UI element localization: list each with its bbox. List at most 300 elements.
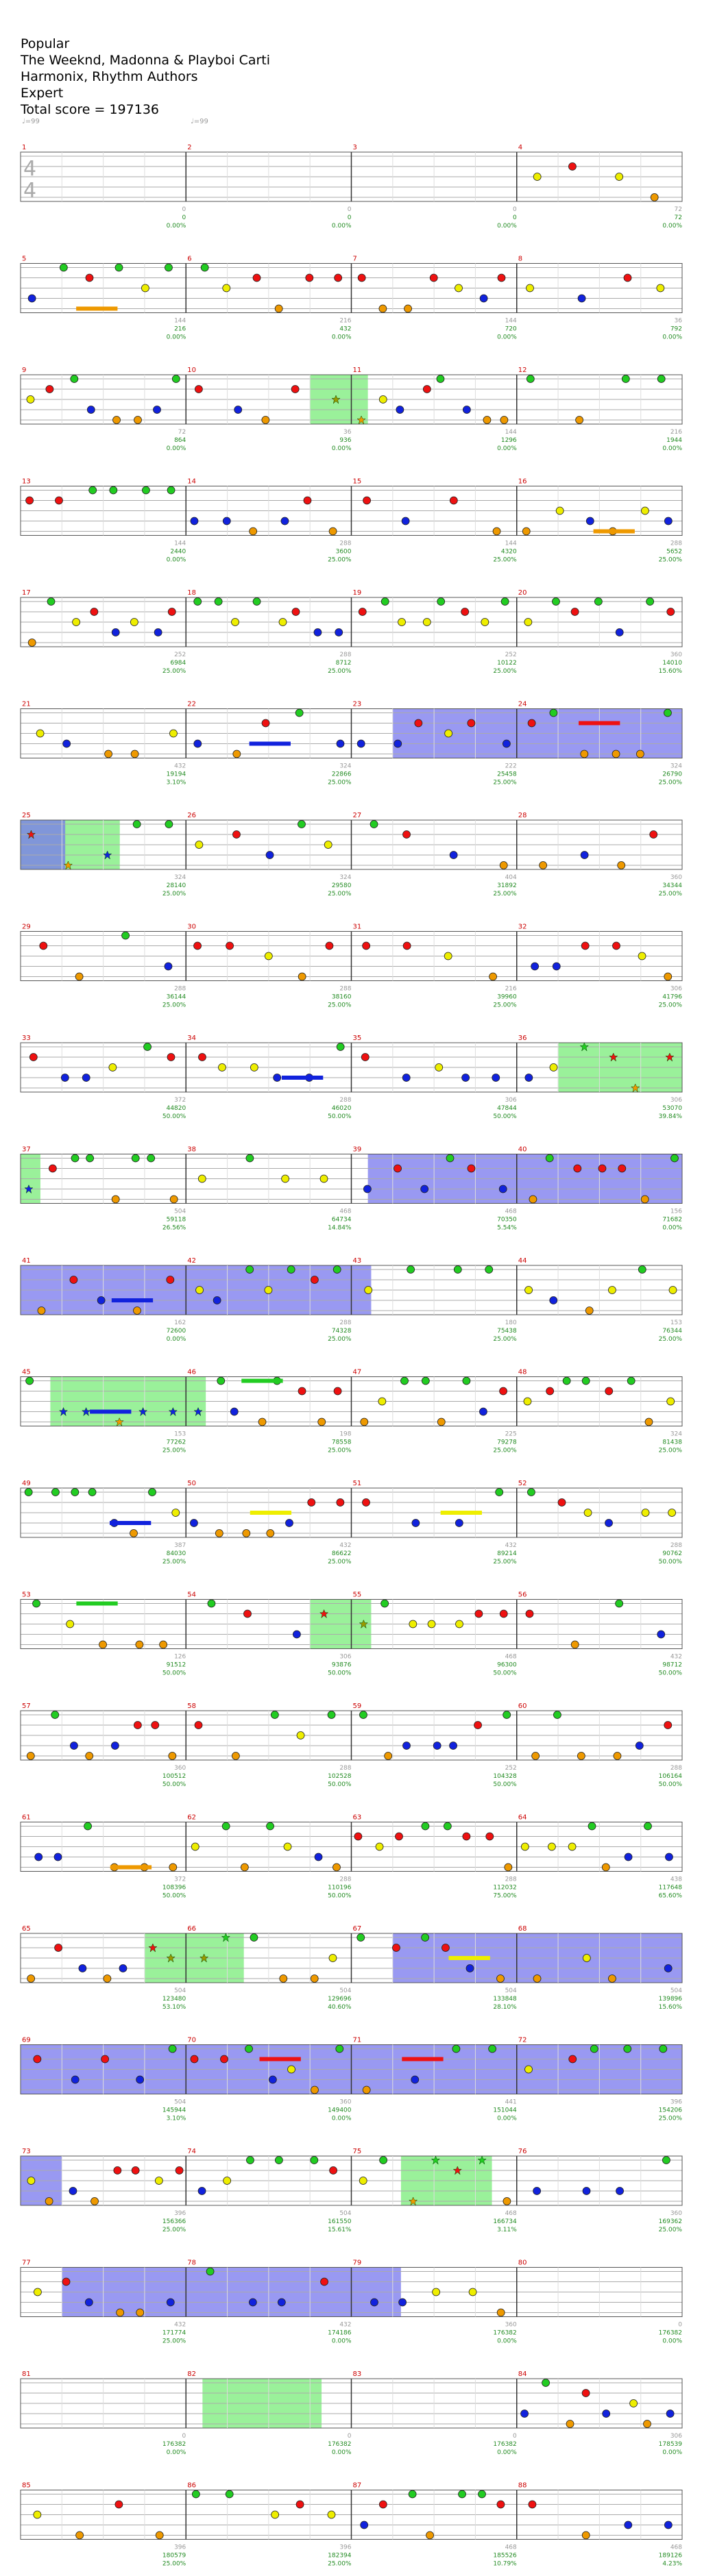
note-gem [563, 1377, 570, 1385]
note-gem [191, 517, 198, 525]
note-gem [194, 942, 202, 950]
note-gem [583, 1955, 590, 1962]
note-gem [291, 386, 299, 393]
measure-multiplier: 40.60% [328, 2004, 352, 2011]
note-gem [500, 1610, 507, 1618]
measure-ticks: 404 [505, 874, 517, 881]
note-gem [657, 1631, 665, 1638]
note-gem [422, 1377, 429, 1385]
note-gem [117, 2309, 124, 2316]
measure-ticks: 324 [174, 874, 186, 881]
note-gem [54, 1853, 62, 1861]
measure-score: 89214 [497, 1550, 517, 1557]
measure-ticks: 396 [670, 2098, 682, 2106]
measure-number: 70 [187, 2036, 196, 2044]
measure-score: 75438 [497, 1328, 517, 1335]
note-gem [152, 1722, 159, 1729]
note-gem [29, 1054, 37, 1061]
note-gem [616, 173, 623, 181]
note-gem [402, 517, 409, 525]
measure-score: 185526 [493, 2552, 517, 2560]
measure-number: 35 [352, 1035, 362, 1042]
note-gem [27, 396, 34, 404]
measure-number: 68 [518, 1925, 527, 1933]
measure-number: 24 [518, 700, 527, 708]
note-gem [361, 2521, 368, 2529]
sustain-bar [250, 1511, 291, 1515]
note-gem [540, 862, 547, 869]
sustain-bar [112, 1298, 153, 1302]
note-gem [642, 1509, 649, 1517]
note-gem [399, 2299, 407, 2306]
measure-score: 8712 [335, 660, 352, 667]
note-gem [446, 1154, 454, 1162]
note-gem [422, 1822, 429, 1830]
note-gem [25, 1489, 32, 1496]
note-gem [55, 497, 62, 504]
note-gem [550, 709, 557, 717]
note-gem [378, 1398, 386, 1405]
note-gem [33, 1600, 40, 1607]
measure-number: 12 [518, 367, 527, 374]
note-gem [266, 852, 274, 859]
note-gem [136, 2309, 144, 2316]
note-gem [84, 1822, 92, 1830]
note-gem [423, 619, 431, 626]
note-gem [526, 284, 533, 292]
note-gem [437, 598, 445, 606]
note-gem [26, 497, 34, 504]
note-gem [134, 1722, 141, 1729]
sustain-bar [110, 1866, 152, 1870]
note-gem [169, 1753, 176, 1760]
note-gem [489, 2045, 496, 2053]
note-gem [605, 1520, 613, 1527]
measure-number: 43 [352, 1257, 362, 1265]
note-gem [169, 2045, 176, 2053]
note-gem [385, 1753, 392, 1760]
tempo-marker: ♩=99 [22, 118, 40, 125]
note-gem [379, 305, 387, 312]
note-gem [213, 1297, 221, 1304]
measure-ticks: 288 [174, 985, 186, 993]
note-gem [298, 1387, 306, 1395]
measure-score: 936 [339, 437, 352, 444]
measure-score: 216 [174, 325, 186, 333]
measure-ticks: 162 [174, 1320, 186, 1326]
measure-score: 166734 [493, 2218, 517, 2225]
measure-multiplier: 25.00% [493, 556, 517, 564]
measure-score: 1296 [500, 437, 517, 444]
sustain-bar [282, 1076, 323, 1080]
note-gem [409, 1620, 417, 1628]
note-gem [169, 730, 177, 737]
measure-ticks: 225 [505, 1431, 517, 1438]
note-gem [328, 2511, 335, 2518]
note-gem [370, 2299, 378, 2306]
note-gem [522, 528, 530, 535]
measure-multiplier: 50.00% [328, 1892, 352, 1900]
note-gem [136, 2076, 144, 2083]
measure-number: 67 [352, 1925, 362, 1933]
note-gem [154, 629, 162, 636]
measure-number: 59 [352, 1702, 362, 1710]
note-gem [659, 2045, 667, 2053]
note-gem [638, 952, 646, 960]
note-gem [556, 507, 564, 515]
note-gem [160, 1641, 167, 1648]
note-gem [456, 1620, 463, 1628]
sustain-bar [449, 1956, 490, 1960]
note-gem [616, 629, 623, 636]
measure-number: 51 [352, 1480, 362, 1487]
measure-number: 66 [187, 1925, 196, 1933]
sustain-bar [579, 721, 620, 726]
measure-multiplier: 25.00% [658, 1447, 682, 1454]
note-gem [415, 719, 422, 727]
measure-multiplier: 15.61% [328, 2227, 352, 2233]
note-gem [433, 2288, 440, 2296]
measure-multiplier: 0.00% [166, 1336, 186, 1343]
time-signature-bottom: 4 [23, 179, 37, 203]
note-gem [194, 598, 202, 606]
note-gem [321, 2278, 328, 2286]
measure-number: 30 [187, 923, 196, 931]
note-gem [614, 1753, 621, 1760]
measure-score: 91512 [166, 1661, 186, 1669]
measure-number: 50 [187, 1480, 196, 1487]
note-gem [269, 2076, 276, 2083]
note-gem [603, 2410, 610, 2418]
measure-number: 8 [518, 255, 523, 263]
measure-number: 85 [22, 2481, 31, 2490]
measure-score: 145944 [162, 2107, 186, 2114]
measure-ticks: 324 [670, 1431, 682, 1438]
note-gem [662, 2157, 670, 2164]
note-gem [194, 740, 202, 747]
note-gem [217, 1377, 225, 1385]
measure-number: 21 [22, 700, 31, 708]
measure-number: 16 [518, 478, 527, 486]
measure-score: 78558 [331, 1439, 352, 1446]
note-gem [61, 1074, 69, 1082]
note-gem [76, 2531, 84, 2539]
measure-ticks: 0 [678, 2321, 682, 2329]
note-gem [503, 1711, 511, 1719]
measure-number: 62 [187, 1813, 196, 1822]
measure-score: 180579 [162, 2552, 186, 2560]
measure-number: 41 [22, 1257, 31, 1265]
measure-number: 39 [352, 1145, 362, 1154]
note-gem [396, 406, 404, 414]
measure-ticks: 387 [174, 1542, 186, 1549]
measure-score: 36144 [166, 993, 186, 1001]
note-gem [167, 1054, 175, 1061]
note-gem [395, 1833, 402, 1840]
note-gem [500, 1387, 507, 1395]
measure-number: 78 [187, 2259, 196, 2267]
note-gem [245, 2045, 253, 2053]
note-gem [437, 375, 444, 383]
note-gem [28, 295, 36, 302]
note-gem [667, 608, 675, 616]
measure-multiplier: 0.00% [662, 1224, 682, 1232]
note-gem [576, 417, 583, 424]
measure-number: 25 [22, 812, 31, 819]
note-gem [71, 1154, 79, 1162]
note-gem [156, 2531, 163, 2539]
note-gem [141, 284, 149, 292]
measure-multiplier: 50.00% [162, 1781, 186, 1788]
note-gem [195, 1722, 202, 1729]
note-gem [27, 1975, 35, 1983]
measure-ticks: 288 [670, 1542, 682, 1549]
note-gem [616, 1600, 623, 1607]
note-gem [308, 1499, 315, 1507]
note-gem [474, 1722, 482, 1729]
note-gem [664, 517, 672, 525]
note-gem [280, 1975, 287, 1983]
note-gem [215, 1530, 223, 1537]
measure-score: 161550 [328, 2218, 352, 2225]
measure-multiplier: 50.00% [493, 1670, 517, 1677]
note-gem [314, 629, 322, 636]
tempo-marker: ♩=99 [191, 118, 208, 125]
note-gem [71, 1489, 79, 1496]
note-gem [357, 1934, 365, 1942]
measure-number: 65 [22, 1925, 31, 1933]
note-gem [582, 2531, 590, 2539]
note-gem [195, 386, 202, 393]
measure-multiplier: 0.00% [331, 2449, 352, 2456]
measure-number: 29 [22, 923, 31, 931]
note-gem [546, 1154, 553, 1162]
note-gem [315, 1853, 322, 1861]
note-gem [258, 1418, 266, 1426]
note-gem [444, 952, 452, 960]
note-gem [109, 1064, 117, 1072]
note-gem [191, 1843, 199, 1850]
note-gem [88, 1489, 96, 1496]
note-gem [641, 507, 649, 515]
measure-number: 61 [22, 1813, 31, 1822]
note-gem [297, 1732, 304, 1739]
measure-multiplier: 25.00% [328, 1002, 352, 1009]
note-gem [136, 1641, 143, 1648]
note-gem [428, 1620, 435, 1628]
note-gem [195, 841, 203, 849]
note-gem [582, 1377, 590, 1385]
note-gem [646, 598, 654, 606]
note-gem [191, 2055, 198, 2063]
measure-multiplier: 25.00% [162, 1559, 186, 1565]
note-gem [271, 2511, 279, 2518]
note-gem [468, 719, 475, 727]
note-gem [196, 1287, 204, 1294]
measure-ticks: 252 [174, 652, 186, 658]
note-gem [232, 1753, 239, 1760]
note-gem [167, 1276, 174, 1284]
measure-score: 74328 [331, 1328, 352, 1335]
measure-ticks: 306 [505, 1097, 517, 1104]
measure-score: 84030 [166, 1550, 186, 1557]
note-gem [105, 750, 112, 758]
measure-number: 17 [22, 589, 31, 597]
note-gem [275, 2157, 282, 2164]
note-gem [630, 2400, 638, 2407]
measure-multiplier: 0.00% [166, 2449, 186, 2456]
note-gem [223, 517, 230, 525]
measure-multiplier: 65.60% [658, 1892, 682, 1900]
note-gem [172, 375, 180, 383]
measure-ticks: 306 [670, 2433, 682, 2440]
note-gem [363, 1185, 371, 1193]
measure-ticks: 0 [182, 2433, 186, 2440]
measure-ticks: 360 [505, 2321, 517, 2329]
measure-score: 432 [339, 325, 352, 333]
note-gem [479, 2490, 486, 2498]
note-gem [430, 274, 437, 282]
note-gem [66, 1620, 74, 1628]
note-gem [542, 2379, 550, 2387]
note-gem [664, 2521, 672, 2529]
measure-score: 46020 [331, 1105, 352, 1112]
measure-multiplier: 25.00% [493, 1336, 517, 1343]
note-gem [149, 1489, 156, 1496]
note-gem [38, 1307, 45, 1315]
sustain-bar [260, 2057, 301, 2061]
measure-ticks: 306 [339, 1653, 352, 1661]
note-gem [665, 1853, 673, 1861]
measure-ticks: 372 [174, 1876, 186, 1883]
measure-multiplier: 28.10% [493, 2004, 517, 2011]
note-gem [669, 1287, 677, 1294]
measure-number: 11 [352, 367, 362, 374]
measure-score: 5652 [666, 548, 682, 556]
note-gem [479, 1408, 487, 1415]
note-gem [553, 1711, 561, 1719]
measure-number: 71 [352, 2036, 362, 2044]
measure-number: 55 [352, 1591, 362, 1599]
measure-multiplier: 25.00% [162, 2338, 186, 2345]
note-gem [379, 396, 387, 404]
measure-ticks: 144 [505, 540, 517, 547]
note-gem [548, 1843, 555, 1850]
measure-score: 47844 [497, 1105, 517, 1112]
note-gem [392, 1944, 400, 1952]
note-gem [26, 1377, 34, 1385]
measure-ticks: 396 [174, 2544, 186, 2551]
measure-ticks: 504 [339, 1987, 352, 1994]
measure-score: 171774 [162, 2329, 186, 2337]
note-gem [275, 305, 282, 312]
measure-number: 31 [352, 923, 362, 931]
note-gem [422, 1934, 429, 1942]
measure-number: 18 [187, 589, 196, 597]
measure-score: 0 [347, 214, 352, 221]
note-gem [282, 1175, 289, 1182]
measure-ticks: 396 [339, 2544, 352, 2551]
measure-score: 26790 [662, 771, 682, 778]
note-gem [232, 831, 240, 839]
note-gem [380, 2157, 387, 2164]
measure-multiplier: 15.60% [658, 668, 682, 675]
measure-ticks: 324 [339, 874, 352, 881]
measure-ticks: 216 [670, 429, 682, 436]
note-gem [320, 1175, 328, 1182]
note-gem [318, 1418, 326, 1426]
measure-ticks: 216 [505, 985, 517, 993]
note-gem [533, 1975, 541, 1983]
note-gem [376, 1843, 383, 1850]
measure-number: 72 [518, 2036, 527, 2044]
note-gem [459, 2490, 466, 2498]
note-gem [243, 1610, 251, 1618]
note-gem [101, 2055, 109, 2063]
measure-ticks: 432 [670, 1653, 682, 1661]
song-charter: Harmonix, Rhythm Authors [21, 69, 198, 84]
note-gem [361, 1054, 369, 1061]
measure-number: 1 [22, 144, 27, 151]
note-gem [363, 2086, 370, 2094]
measure-number: 15 [352, 478, 362, 486]
measure-score: 70350 [497, 1216, 517, 1224]
note-gem [618, 862, 625, 869]
note-gem [206, 2268, 214, 2275]
measure-ticks: 432 [174, 2321, 186, 2329]
note-gem [608, 1287, 616, 1294]
note-gem [165, 821, 173, 828]
measure-multiplier: 0.00% [331, 445, 352, 452]
note-gem [529, 1196, 537, 1203]
measure-multiplier: 25.00% [328, 779, 352, 787]
song-title: Popular [21, 36, 70, 51]
measure-multiplier: 25.00% [328, 1559, 352, 1565]
note-gem [40, 942, 47, 950]
measure-score: 154206 [658, 2107, 682, 2114]
note-gem [243, 1530, 250, 1537]
note-gem [365, 1287, 372, 1294]
measure-score: 81438 [662, 1439, 682, 1446]
measure-score: 86622 [331, 1550, 352, 1557]
measure-score: 72 [674, 214, 682, 221]
note-gem [481, 619, 489, 626]
measure-ticks: 324 [670, 763, 682, 770]
note-gem [496, 1489, 503, 1496]
measure-ticks: 396 [174, 2210, 186, 2217]
note-gem [172, 1509, 180, 1517]
measure-ticks: 144 [174, 317, 186, 325]
note-gem [85, 2299, 93, 2306]
note-gem [553, 963, 560, 970]
note-gem [616, 2188, 624, 2195]
sustain-bar [441, 1511, 482, 1515]
note-gem [657, 375, 665, 383]
note-gem [362, 1499, 370, 1507]
measure-number: 33 [22, 1035, 31, 1042]
note-gem [450, 852, 457, 859]
measure-number: 87 [352, 2481, 362, 2490]
measure-score: 117648 [658, 1884, 682, 1892]
measure-ticks: 504 [174, 2098, 186, 2106]
measure-score: 151044 [493, 2107, 517, 2114]
note-gem [122, 932, 130, 939]
note-gem [641, 1196, 649, 1203]
note-gem [664, 1965, 672, 1972]
measure-score: 156366 [162, 2218, 186, 2225]
measure-number: 19 [352, 589, 362, 597]
measure-multiplier: 25.00% [162, 891, 186, 897]
